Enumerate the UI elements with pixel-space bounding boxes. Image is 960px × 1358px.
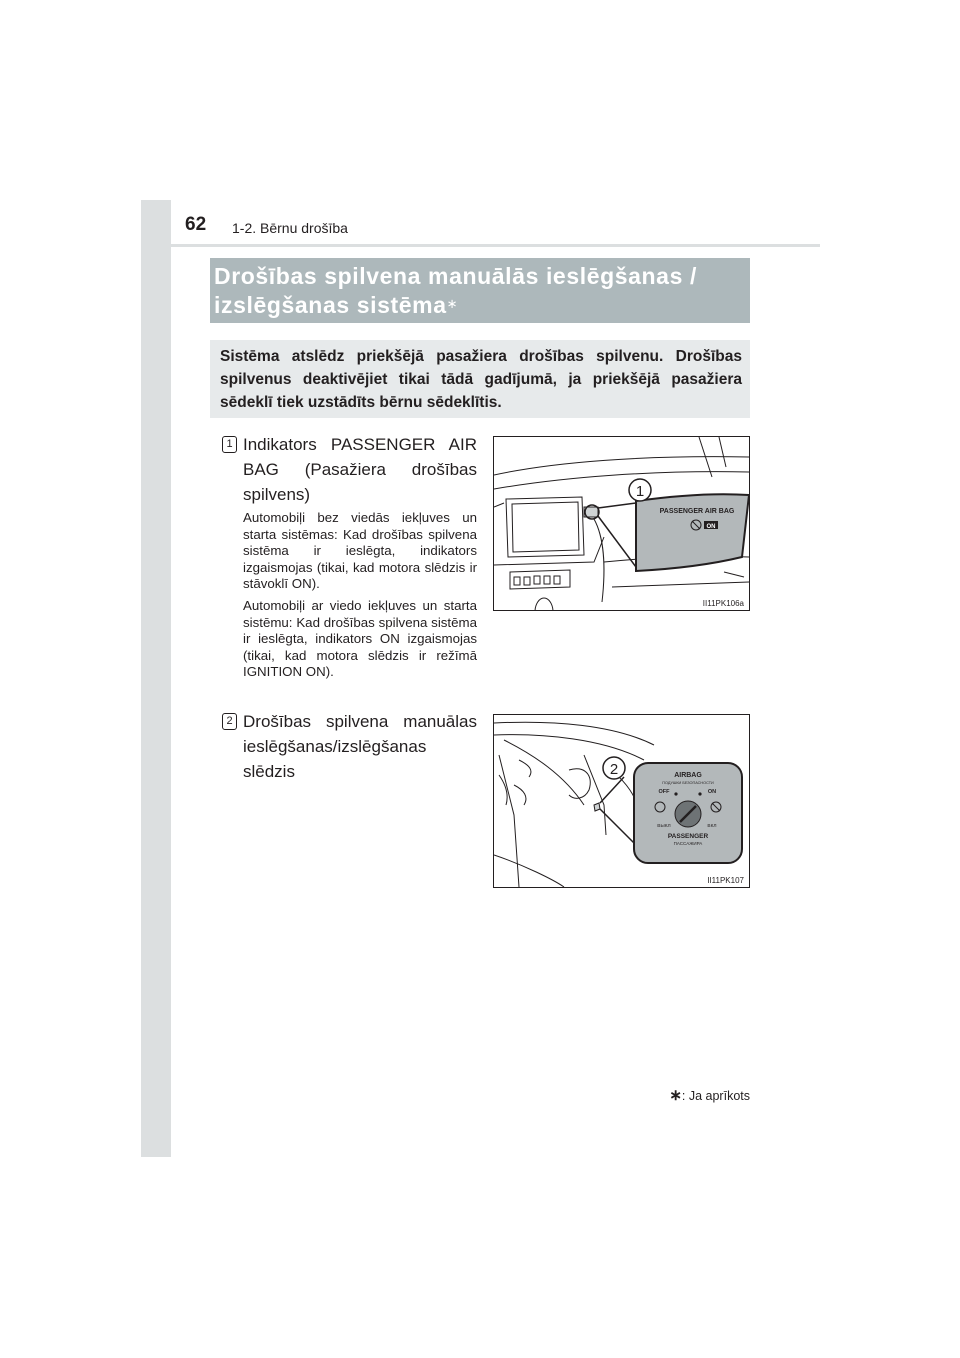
- item-1-paragraph-1: Automobiļi bez viedās iekļuves un starta sistēmas: Kad drošības spilvena sistēma ir ieslēgta, indikators izgaismojas (tikai, kad motora slēdzis ir stāvoklī ON).: [243, 510, 477, 591]
- header-rule: [141, 244, 820, 247]
- item-1-title: Indikators PASSENGER AIR BAG (Pasažiera drošības spilvens): [243, 435, 477, 504]
- switch-on-label-ru: ВКЛ: [707, 824, 717, 829]
- switch-label-passenger-ru: ПАССАЖИРА: [673, 841, 703, 846]
- figure-1-callout-number: 1: [635, 483, 645, 500]
- page-sidebar: [141, 200, 171, 1157]
- footnote-text: : Ja aprīkots: [681, 1089, 750, 1103]
- footnote-mark: ∗: [669, 1087, 682, 1104]
- switch-off-label-ru: ВЫКЛ: [657, 824, 671, 829]
- running-header: 1-2. Bērnu drošība: [232, 220, 348, 236]
- item-number-badge-1: 1: [222, 436, 237, 453]
- on-indicator-text: ON: [706, 524, 716, 530]
- switch-label-airbag-ru: ПОДУШКИ БЕЗОПАСНОСТИ: [662, 781, 714, 785]
- switch-label-airbag: AIRBAG: [674, 772, 702, 779]
- figure-2-id: II11PK107: [707, 876, 744, 885]
- optional-mark: ∗: [446, 296, 459, 311]
- indicator-label: PASSENGER AIR BAG: [659, 508, 735, 515]
- section-title: [214, 262, 750, 320]
- figure-passenger-airbag-indicator: [493, 436, 750, 611]
- figure-2-callout-number: 2: [609, 761, 619, 778]
- item-number-badge-2: 2: [222, 713, 237, 730]
- dashboard-illustration-2: [494, 715, 749, 887]
- intro-text: Sistēma atslēdz priekšējā pasažiera drošības spilvenu. Drošības spilvenus deaktivējiet tikai tādā gadījumā, ja priekšējā pasažiera sēdeklī tiek uzstādīts bērnu sēdeklītis.: [220, 348, 742, 411]
- item-2-title: Drošības spilvena manuālas ieslēgšanas/izslēgšanas slēdzis: [243, 712, 477, 781]
- figure-airbag-manual-switch: [493, 714, 750, 888]
- switch-label-passenger: PASSENGER: [667, 833, 709, 840]
- footnote: [600, 1086, 750, 1104]
- dashboard-illustration-1: [494, 437, 749, 610]
- figure-1-id: II11PK106a: [702, 599, 744, 608]
- item-1-paragraph-2: Automobiļi ar viedo iekļuves un starta sistēmu: Kad drošības spilvena sistēma ir ieslēgta, indikators ON izgaismojas (tikai, kad motora slēdzis ir režīmā IGNITION ON).: [243, 598, 477, 679]
- section-title-line2: izslēgšanas sistēma: [214, 292, 447, 318]
- page-number: 62: [185, 214, 207, 235]
- intro-box: [210, 340, 750, 418]
- section-title-box: [210, 258, 750, 323]
- section-title-line1: Drošības spilvena manuālās ieslēgšanas /: [214, 263, 697, 289]
- switch-on-label: ON: [707, 789, 717, 795]
- switch-off-label: OFF: [658, 789, 670, 795]
